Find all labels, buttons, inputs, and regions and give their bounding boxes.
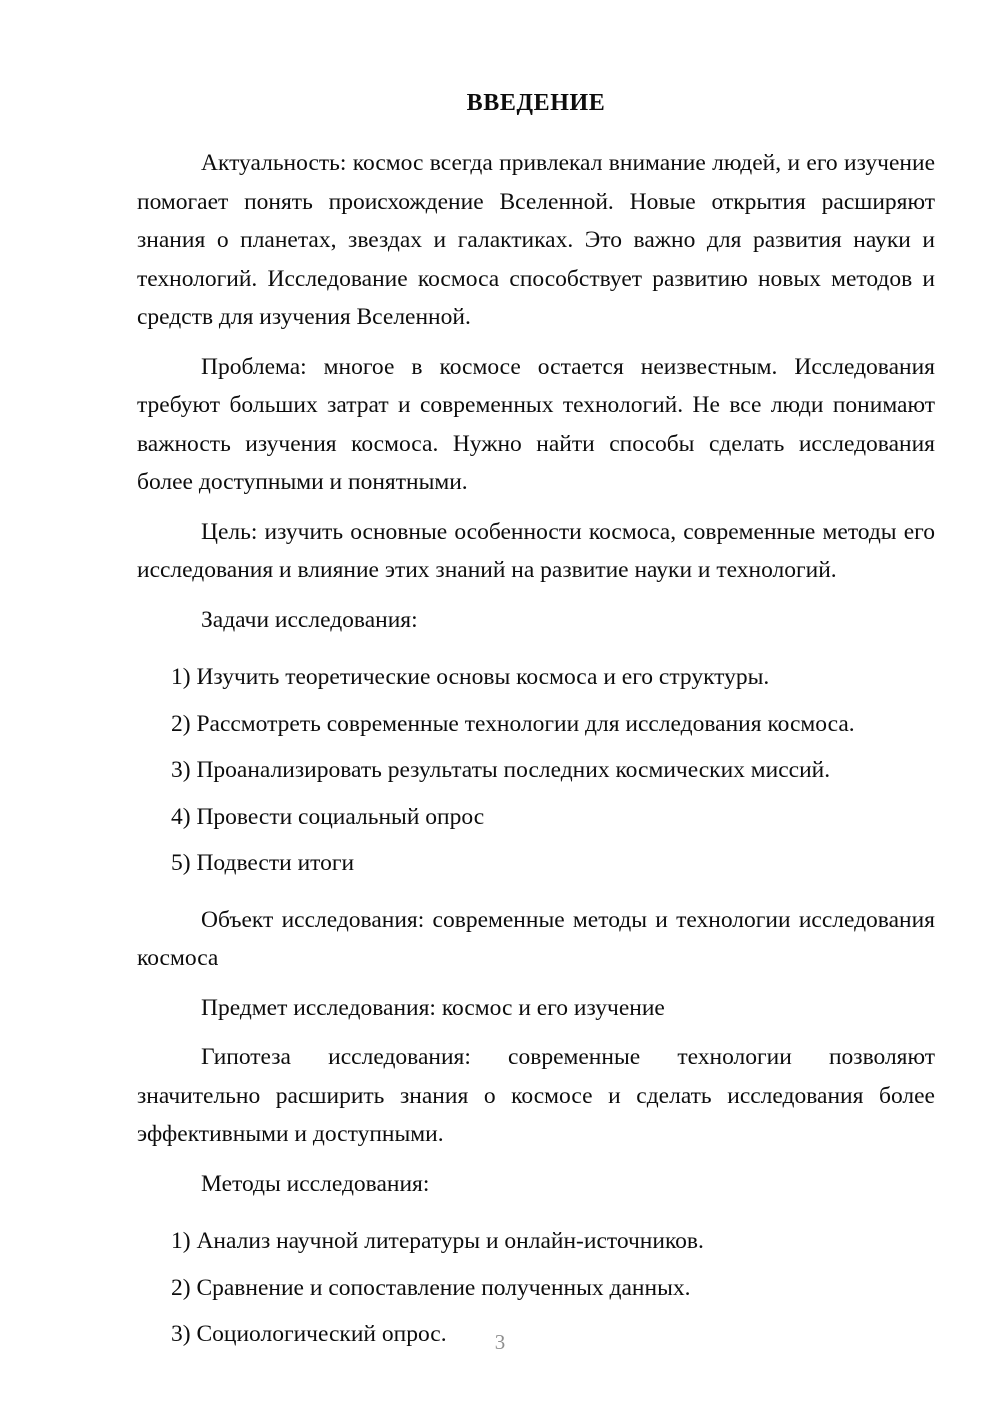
spacer xyxy=(137,1214,935,1222)
spacer xyxy=(137,650,935,658)
paragraph-object: Объект исследования: современные методы и технологии исследования космоса xyxy=(137,906,935,971)
paragraph-problem: Проблема: многое в космосе остается неизвестным. Исследования требуют больших затрат и современных технологий. Не все люди понимают важность изучения космоса. Нужно найти способы сделать исследования более доступными и понятными. xyxy=(137,353,935,495)
paragraph-goal: Цель: изучить основные особенности космоса, современные методы его исследования и влияние этих знаний на развитие науки и технологий. xyxy=(137,518,935,583)
list-item: 1) Анализ научной литературы и онлайн-источников. xyxy=(171,1228,704,1254)
spacer xyxy=(137,891,935,901)
paragraph-relevance: Актуальность: космос всегда привлекал внимание людей, и его изучение помогает понять происхождение Вселенной. Новые открытия расширяют знания о планетах, звездах и галактиках. Это важно для развития науки и технологий. Исследование космоса способствует развитию новых методов и средств для изучения Вселенной. xyxy=(137,150,935,330)
list-item: 2) Рассмотреть современные технологии для исследования космоса. xyxy=(171,710,855,737)
list-item: 3) Проанализировать результаты последних космических миссий. xyxy=(171,757,831,783)
page-title: ВВЕДЕНИЕ xyxy=(466,90,606,116)
paragraph-hypothesis: Гипотеза исследования: современные технологии позволяют значительно расширить знания о космосе и сделать исследования более эффективными и доступными. xyxy=(137,1044,935,1147)
paragraph-subject: Предмет исследования: космос и его изучение xyxy=(201,994,665,1021)
list-item: 3) Социологический опрос. xyxy=(171,1321,447,1347)
document-body xyxy=(137,88,935,1362)
heading-tasks: Задачи исследования: xyxy=(201,606,418,633)
page-number: 3 xyxy=(494,1330,506,1354)
list-item: 4) Провести социальный опрос xyxy=(171,803,485,830)
heading-methods: Методы исследования: xyxy=(201,1170,430,1197)
list-item: 1) Изучить теоретические основы космоса и его структуры. xyxy=(171,664,770,690)
tasks-list xyxy=(137,658,935,883)
list-item: 2) Сравнение и сопоставление полученных данных. xyxy=(171,1274,691,1301)
list-item: 5) Подвести итоги xyxy=(171,850,355,876)
